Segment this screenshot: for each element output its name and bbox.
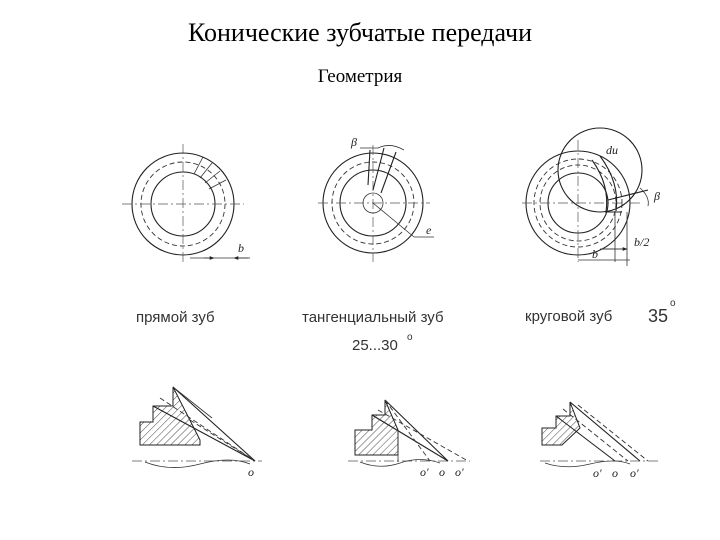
caption-tangential-tooth: тангенциальный зуб — [302, 309, 444, 326]
profile-straight — [132, 387, 262, 479]
profile-spiral — [540, 402, 658, 480]
cutter-circle — [558, 128, 642, 212]
spiral-angle: 35 — [648, 306, 669, 326]
degree-sign: о — [670, 298, 676, 309]
page-title: Конические зубчатые передачи — [187, 18, 533, 47]
straight-tooth-figure — [122, 144, 250, 264]
spiral-tooth-figure — [522, 128, 660, 266]
degree-sign: о — [407, 332, 413, 343]
label-beta: β — [351, 135, 357, 149]
label-o1: o' — [420, 465, 429, 479]
label-e: e — [426, 223, 432, 237]
label-du: du — [606, 143, 618, 157]
caption-spiral-tooth: круговой зуб — [525, 308, 613, 325]
tangential-tooth-figure — [318, 135, 434, 262]
label-o: o — [612, 466, 618, 480]
label-b2: b/2 — [634, 235, 650, 249]
caption-straight-tooth: прямой зуб — [136, 309, 215, 326]
label-beta: β — [654, 189, 660, 203]
profile-tangential — [348, 400, 470, 479]
label-b: b — [238, 241, 244, 255]
angle-range: 25...30 — [352, 337, 398, 354]
label-o2: o' — [630, 466, 639, 480]
label-b: b — [592, 247, 598, 261]
label-o: o — [248, 465, 254, 479]
label-o: o — [439, 465, 445, 479]
label-o1: o' — [593, 466, 602, 480]
label-o2: o' — [455, 465, 464, 479]
page-subtitle: Геометрия — [317, 66, 403, 87]
